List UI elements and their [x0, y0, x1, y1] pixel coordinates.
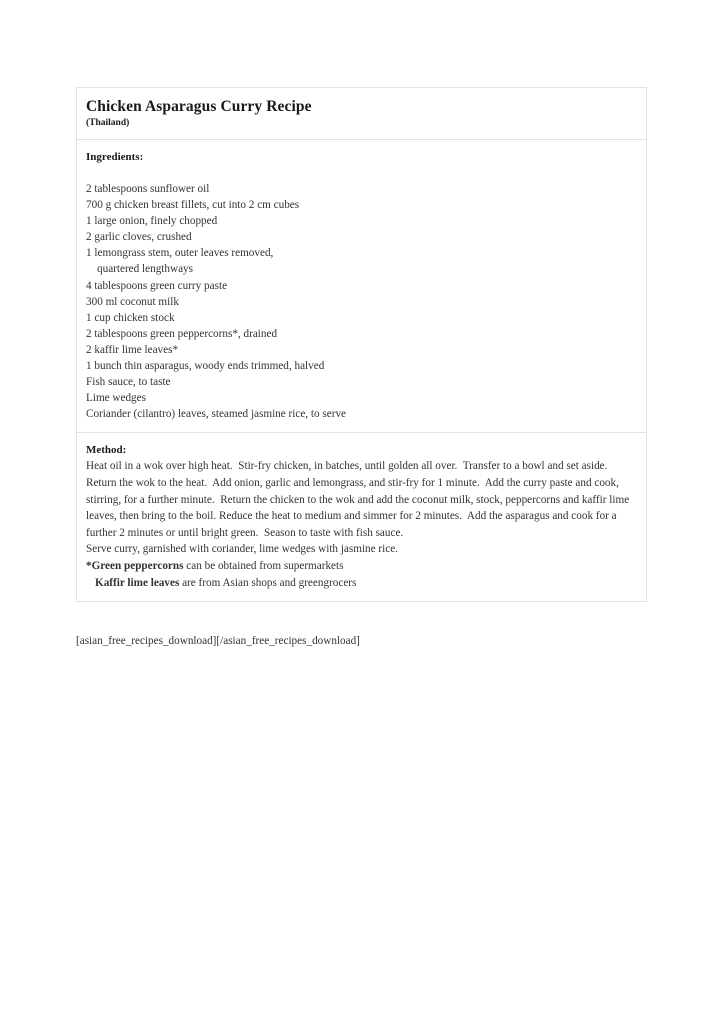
ingredient-item: 1 large onion, finely chopped [86, 215, 218, 228]
recipe-origin: (Thailand) [86, 118, 130, 128]
method-serve-line: Serve curry, garnished with coriander, lime wedges with jasmine rice. [86, 543, 398, 556]
ingredient-item: 4 tablespoons green curry paste [86, 279, 228, 292]
method-notes [86, 558, 637, 591]
ingredient-item: 2 tablespoons sunflower oil [86, 183, 210, 195]
method-note-term: Kaffir lime leaves [95, 576, 180, 589]
ingredient-item: 700 g chicken breast fillets, cut into 2 cm cubes [86, 199, 300, 212]
method-note [86, 575, 637, 592]
ingredients-heading: Ingredients: [86, 151, 144, 163]
ingredient-item: 2 kaffir lime leaves* [86, 343, 179, 356]
ingredient-item: 300 ml coconut milk [86, 295, 179, 308]
method-paragraph: Heat oil in a wok over high heat. Stir-fry chicken, in batches, until golden all over. Transfer to a bowl and set aside. Return the wok to the heat. Add onion, garlic and lemongrass, and stir-fry for 1 minute. Add the curry paste and cook, stirring, for a further minute. Return the chicken to the wok and add the coconut milk, stock, peppercorns and kaffir lime leaves, then bring to the boil. Reduce the heat to medium and simmer for 2 minutes. Add the asparagus and cook for a further 2 minutes or until bright green. Season to taste with fish sauce. [86, 460, 632, 539]
footer-shortcode: [asian_free_recipes_download][/asian_free_recipes_download] [76, 635, 360, 647]
recipe-header-section [77, 88, 646, 139]
ingredients-spacer [86, 165, 637, 181]
ingredient-list [86, 181, 637, 422]
method-note-text: are from Asian shops and greengrocers [179, 576, 357, 589]
ingredient-item: 1 bunch thin asparagus, woody ends trimmed, halved [86, 360, 325, 373]
ingredient-item: Lime wedges [86, 392, 146, 405]
ingredient-item: Fish sauce, to taste [86, 376, 171, 389]
recipe-title: Chicken Asparagus Curry Recipe [86, 98, 312, 115]
ingredient-item: quartered lengthways [97, 263, 193, 276]
method-note-text: can be obtained from supermarkets [183, 559, 344, 572]
method-note-term: *Green peppercorns [86, 559, 184, 572]
ingredient-item: 2 garlic cloves, crushed [86, 231, 192, 244]
ingredient-item: 1 cup chicken stock [86, 311, 175, 324]
method-section [77, 432, 646, 601]
method-note [86, 558, 637, 575]
ingredient-item: Coriander (cilantro) leaves, steamed jasmine rice, to serve [86, 408, 347, 421]
recipe-card [76, 87, 647, 602]
method-heading: Method: [86, 444, 127, 457]
ingredients-section [77, 139, 646, 432]
ingredient-item: 1 lemongrass stem, outer leaves removed, [86, 247, 274, 260]
ingredient-item: 2 tablespoons green peppercorns*, drained [86, 327, 278, 340]
